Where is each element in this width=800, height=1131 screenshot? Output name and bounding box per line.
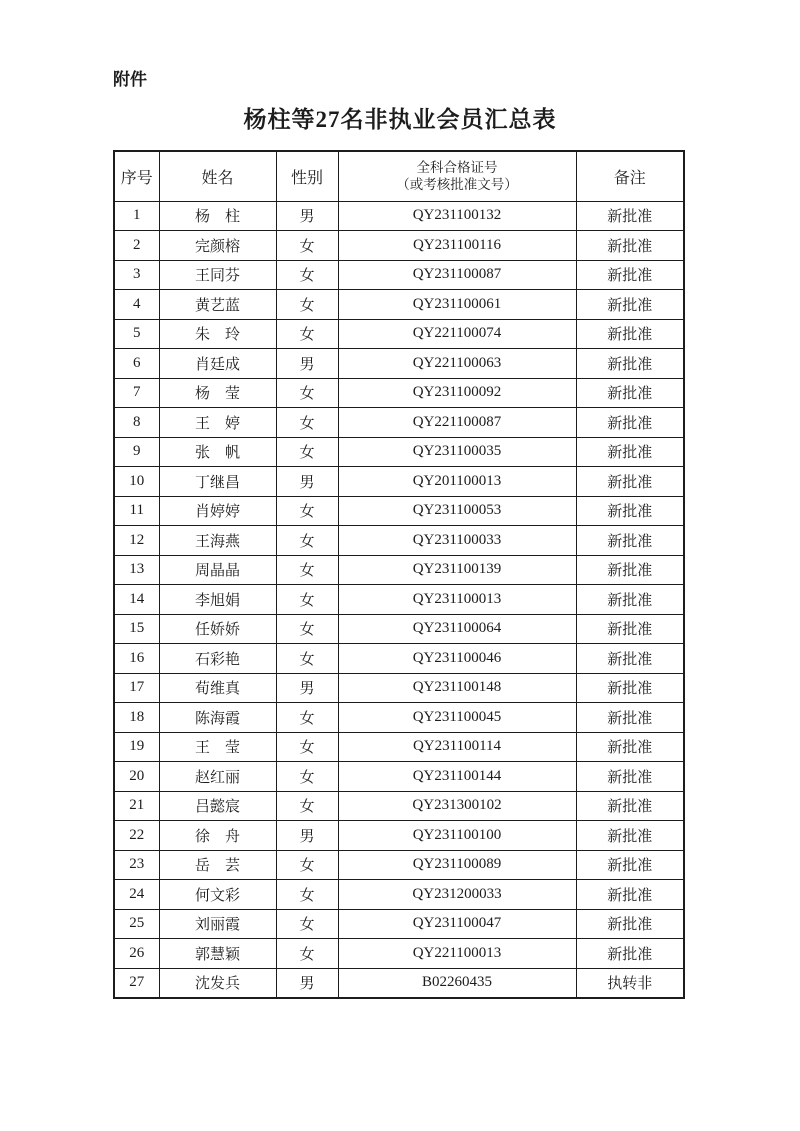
cell-remark: 新批准 — [576, 437, 684, 467]
cell-cert-no: QY231100047 — [338, 909, 576, 939]
cell-remark: 新批准 — [576, 939, 684, 969]
table-row — [114, 821, 684, 851]
cell-index: 8 — [114, 408, 159, 438]
cell-name: 荀维真 — [159, 673, 276, 703]
cell-index: 13 — [114, 555, 159, 585]
cell-index: 12 — [114, 526, 159, 556]
cell-remark: 新批准 — [576, 732, 684, 762]
table-row — [114, 290, 684, 320]
header-cert-line2: （或考核批准文号） — [396, 177, 518, 193]
cell-index: 7 — [114, 378, 159, 408]
header-remark: 备注 — [576, 151, 684, 201]
cell-name: 王 莹 — [159, 732, 276, 762]
cell-index: 5 — [114, 319, 159, 349]
member-table-body — [114, 201, 684, 998]
table-row — [114, 231, 684, 261]
cell-index: 25 — [114, 909, 159, 939]
cell-index: 24 — [114, 880, 159, 910]
cell-gender: 女 — [276, 909, 338, 939]
cell-gender: 女 — [276, 880, 338, 910]
cell-index: 3 — [114, 260, 159, 290]
cell-name: 何文彩 — [159, 880, 276, 910]
cell-cert-no: QY231100144 — [338, 762, 576, 792]
cell-name: 杨 柱 — [159, 201, 276, 231]
cell-gender: 男 — [276, 349, 338, 379]
cell-gender: 女 — [276, 614, 338, 644]
cell-name: 黄艺蓝 — [159, 290, 276, 320]
cell-gender: 女 — [276, 644, 338, 674]
cell-cert-no: QY231100092 — [338, 378, 576, 408]
cell-gender: 女 — [276, 319, 338, 349]
cell-index: 21 — [114, 791, 159, 821]
cell-remark: 新批准 — [576, 762, 684, 792]
cell-remark: 新批准 — [576, 644, 684, 674]
cell-name: 周晶晶 — [159, 555, 276, 585]
page-title: 杨柱等27名非执业会员汇总表 — [243, 107, 557, 132]
cell-cert-no: QY221100074 — [338, 319, 576, 349]
cell-cert-no: QY231100064 — [338, 614, 576, 644]
cell-gender: 女 — [276, 378, 338, 408]
cell-cert-no: QY231100033 — [338, 526, 576, 556]
cell-cert-no: QY231100148 — [338, 673, 576, 703]
cell-cert-no: QY231100116 — [338, 231, 576, 261]
table-row — [114, 526, 684, 556]
cell-cert-no: QY231100089 — [338, 850, 576, 880]
cell-gender: 男 — [276, 821, 338, 851]
cell-gender: 女 — [276, 585, 338, 615]
cell-remark: 新批准 — [576, 260, 684, 290]
table-row — [114, 408, 684, 438]
table-row — [114, 319, 684, 349]
cell-name: 朱 玲 — [159, 319, 276, 349]
table-row — [114, 201, 684, 231]
attachment-label: 附件 — [113, 70, 147, 89]
cell-name: 郭慧颖 — [159, 939, 276, 969]
cell-gender: 女 — [276, 231, 338, 261]
cell-name: 王海燕 — [159, 526, 276, 556]
cell-index: 15 — [114, 614, 159, 644]
cell-index: 14 — [114, 585, 159, 615]
cell-cert-no: QY231100139 — [338, 555, 576, 585]
member-table — [113, 150, 685, 999]
cell-name: 丁继昌 — [159, 467, 276, 497]
cell-name: 沈发兵 — [159, 968, 276, 998]
header-name: 姓名 — [159, 151, 276, 201]
cell-cert-no: QY221100087 — [338, 408, 576, 438]
cell-remark: 新批准 — [576, 201, 684, 231]
cell-remark: 新批准 — [576, 909, 684, 939]
cell-index: 9 — [114, 437, 159, 467]
cell-index: 20 — [114, 762, 159, 792]
cell-remark: 新批准 — [576, 526, 684, 556]
cell-name: 肖廷成 — [159, 349, 276, 379]
cell-remark: 新批准 — [576, 496, 684, 526]
cell-remark: 新批准 — [576, 319, 684, 349]
table-row — [114, 467, 684, 497]
cell-name: 张 帆 — [159, 437, 276, 467]
cell-name: 完颜榕 — [159, 231, 276, 261]
cell-cert-no: B02260435 — [338, 968, 576, 998]
cell-remark: 新批准 — [576, 378, 684, 408]
cell-index: 6 — [114, 349, 159, 379]
cell-cert-no: QY231100035 — [338, 437, 576, 467]
cell-index: 1 — [114, 201, 159, 231]
cell-index: 22 — [114, 821, 159, 851]
cell-cert-no: QY221100063 — [338, 349, 576, 379]
cell-cert-no: QY201100013 — [338, 467, 576, 497]
cell-name: 刘丽霞 — [159, 909, 276, 939]
cell-cert-no: QY231100061 — [338, 290, 576, 320]
cell-name: 吕懿宸 — [159, 791, 276, 821]
table-row — [114, 260, 684, 290]
header-cert-line1: 全科合格证号 — [416, 159, 498, 175]
cell-remark: 新批准 — [576, 349, 684, 379]
cell-name: 王同芬 — [159, 260, 276, 290]
table-row — [114, 644, 684, 674]
cell-cert-no: QY231100114 — [338, 732, 576, 762]
cell-remark: 新批准 — [576, 673, 684, 703]
cell-index: 18 — [114, 703, 159, 733]
cell-remark: 新批准 — [576, 585, 684, 615]
cell-cert-no: QY221100013 — [338, 939, 576, 969]
cell-cert-no: QY231100132 — [338, 201, 576, 231]
table-row — [114, 378, 684, 408]
table-row — [114, 791, 684, 821]
cell-index: 17 — [114, 673, 159, 703]
cell-index: 16 — [114, 644, 159, 674]
cell-cert-no: QY231100100 — [338, 821, 576, 851]
table-row — [114, 968, 684, 998]
cell-gender: 女 — [276, 791, 338, 821]
table-row — [114, 437, 684, 467]
cell-gender: 女 — [276, 496, 338, 526]
cell-remark: 新批准 — [576, 791, 684, 821]
table-row — [114, 496, 684, 526]
table-row — [114, 555, 684, 585]
cell-name: 徐 舟 — [159, 821, 276, 851]
cell-gender: 女 — [276, 408, 338, 438]
table-row — [114, 585, 684, 615]
cell-remark: 新批准 — [576, 290, 684, 320]
table-row — [114, 673, 684, 703]
table-row — [114, 880, 684, 910]
cell-name: 陈海霞 — [159, 703, 276, 733]
cell-gender: 女 — [276, 850, 338, 880]
cell-gender: 女 — [276, 732, 338, 762]
header-row — [114, 151, 684, 201]
cell-gender: 女 — [276, 939, 338, 969]
cell-index: 19 — [114, 732, 159, 762]
cell-gender: 女 — [276, 555, 338, 585]
cell-gender: 男 — [276, 673, 338, 703]
cell-gender: 男 — [276, 968, 338, 998]
cell-remark: 新批准 — [576, 703, 684, 733]
table-row — [114, 850, 684, 880]
cell-cert-no: QY231100046 — [338, 644, 576, 674]
table-row — [114, 909, 684, 939]
cell-gender: 女 — [276, 526, 338, 556]
cell-gender: 男 — [276, 201, 338, 231]
cell-index: 26 — [114, 939, 159, 969]
cell-cert-no: QY231200033 — [338, 880, 576, 910]
cell-remark: 执转非 — [576, 968, 684, 998]
cell-cert-no: QY231100053 — [338, 496, 576, 526]
cell-name: 石彩艳 — [159, 644, 276, 674]
cell-remark: 新批准 — [576, 850, 684, 880]
cell-name: 岳 芸 — [159, 850, 276, 880]
cell-remark: 新批准 — [576, 555, 684, 585]
cell-index: 11 — [114, 496, 159, 526]
cell-name: 肖婷婷 — [159, 496, 276, 526]
cell-index: 27 — [114, 968, 159, 998]
header-index: 序号 — [114, 151, 159, 201]
header-gender: 性别 — [276, 151, 338, 201]
cell-gender: 男 — [276, 467, 338, 497]
cell-name: 李旭娟 — [159, 585, 276, 615]
cell-name: 王 婷 — [159, 408, 276, 438]
cell-remark: 新批准 — [576, 408, 684, 438]
cell-index: 2 — [114, 231, 159, 261]
cell-remark: 新批准 — [576, 231, 684, 261]
cell-name: 赵红丽 — [159, 762, 276, 792]
cell-remark: 新批准 — [576, 467, 684, 497]
cell-gender: 女 — [276, 437, 338, 467]
cell-remark: 新批准 — [576, 821, 684, 851]
cell-gender: 女 — [276, 703, 338, 733]
cell-index: 4 — [114, 290, 159, 320]
member-table-header — [114, 151, 684, 201]
cell-cert-no: QY231100013 — [338, 585, 576, 615]
cell-cert-no: QY231300102 — [338, 791, 576, 821]
cell-index: 10 — [114, 467, 159, 497]
table-row — [114, 762, 684, 792]
cell-name: 任娇娇 — [159, 614, 276, 644]
table-row — [114, 614, 684, 644]
cell-gender: 女 — [276, 290, 338, 320]
cell-name: 杨 莹 — [159, 378, 276, 408]
cell-gender: 女 — [276, 260, 338, 290]
table-row — [114, 349, 684, 379]
cell-remark: 新批准 — [576, 614, 684, 644]
cell-cert-no: QY231100087 — [338, 260, 576, 290]
header-cert-no — [338, 151, 576, 201]
table-row — [114, 703, 684, 733]
cell-gender: 女 — [276, 762, 338, 792]
cell-cert-no: QY231100045 — [338, 703, 576, 733]
table-row — [114, 732, 684, 762]
cell-index: 23 — [114, 850, 159, 880]
table-row — [114, 939, 684, 969]
cell-remark: 新批准 — [576, 880, 684, 910]
